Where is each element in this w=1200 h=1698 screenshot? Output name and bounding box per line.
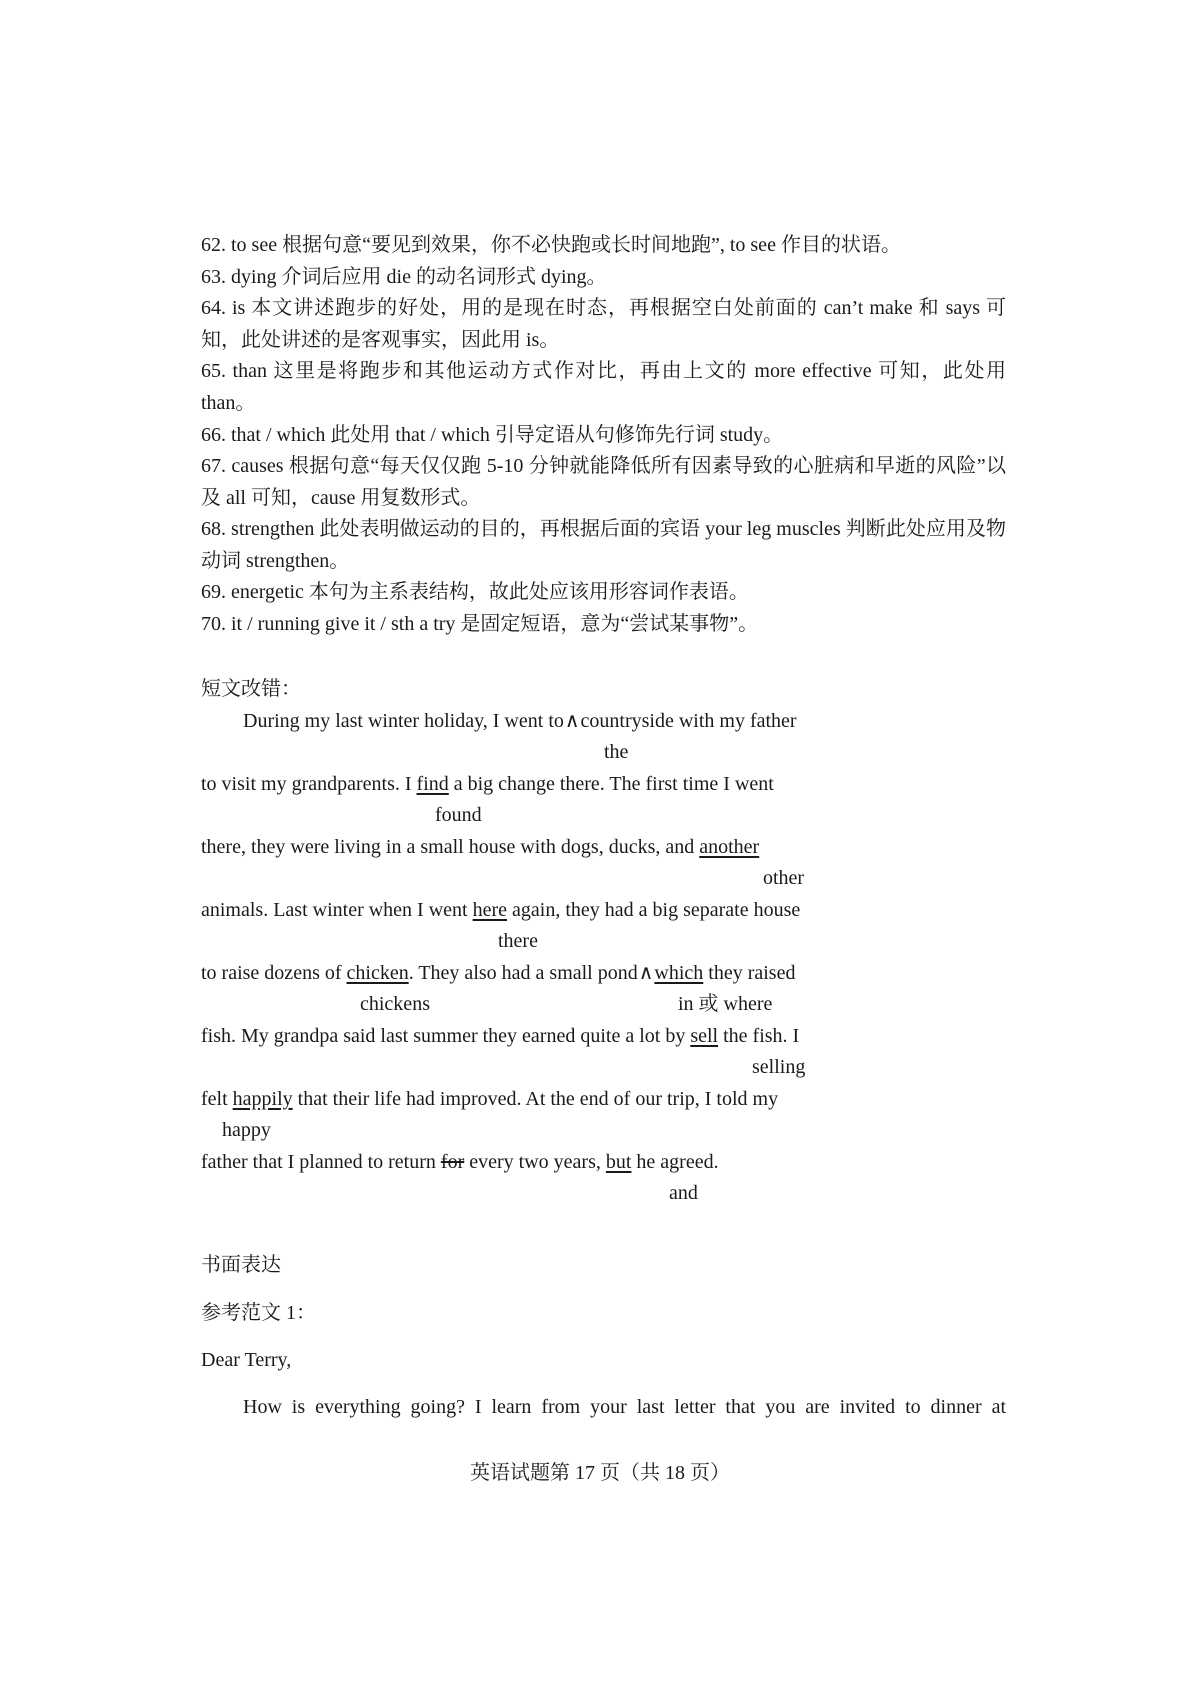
error-word: sell: [690, 1025, 719, 1047]
insert-caret: ∧: [638, 962, 654, 984]
answer-70: 70. it / running give it / sth a try 是固定短语，意为“尝试某事物”。: [201, 613, 759, 635]
correction-heading: 短文改错：: [201, 678, 301, 700]
correction-line-1: During my last winter holiday, I went to∧countryside with my father: [243, 706, 797, 737]
sample-label: 参考范文 1：: [201, 1302, 316, 1324]
error-word: happily: [232, 1088, 293, 1110]
correction-fix-4: there: [498, 930, 538, 952]
error-word: which: [654, 962, 704, 984]
insert-caret: ∧: [564, 710, 580, 732]
answer-66: 66. that / which 此处用 that / which 引导定语从句修饰先行词 study。: [201, 424, 784, 446]
answer-68: 68. strengthen 此处表明做运动的目的，再根据后面的宾语 your leg muscles 判断此处应用及物动词 strengthen。: [201, 518, 1006, 572]
deleted-word: for: [440, 1151, 465, 1173]
correction-line-2: to visit my grandparents. I find a big change there. The first time I went: [201, 773, 774, 795]
correction-line-5: to raise dozens of chicken. They also had a small pond∧which they raised: [201, 958, 795, 989]
correction-fix-7: happy: [222, 1119, 271, 1141]
writing-heading: 书面表达: [201, 1254, 281, 1276]
answer-65: 65. than 这里是将跑步和其他运动方式作对比，再由上文的 more effective 可知，此处用 than。: [201, 360, 1006, 414]
correction-fix-2: found: [435, 804, 482, 826]
correction-line-6: fish. My grandpa said last summer they earned quite a lot by sell the fish. I: [201, 1025, 800, 1047]
answer-67: 67. causes 根据句意“每天仅仅跑 5-10 分钟就能降低所有因素导致的心脏病和早逝的风险”以及 all 可知，cause 用复数形式。: [201, 455, 1006, 509]
correction-fix-3: other: [763, 867, 805, 889]
correction-fix-5b: in 或 where: [678, 993, 773, 1015]
answer-69: 69. energetic 本句为主系表结构，故此处应该用形容词作表语。: [201, 581, 749, 603]
correction-line-4: animals. Last winter when I went here again, they had a big separate house: [201, 899, 801, 921]
correction-line-7: felt happily that their life had improved. At the end of our trip, I told my: [201, 1088, 779, 1110]
page-footer: 英语试题第 17 页（共 18 页）: [470, 1462, 730, 1484]
letter-paragraph: How is everything going? I learn from your last letter that you are invited to dinner at: [243, 1396, 1006, 1418]
correction-fix-5a: chickens: [360, 993, 430, 1015]
correction-line-8: father that I planned to return for every two years, but he agreed.: [201, 1151, 719, 1173]
error-word: chicken: [346, 962, 409, 984]
correction-fix-8: and: [669, 1182, 698, 1204]
error-word: find: [416, 773, 449, 795]
error-word: another: [699, 836, 760, 858]
answer-62: 62. to see 根据句意“要见到效果，你不必快跑或长时间地跑”, to see 作目的状语。: [201, 234, 901, 256]
answer-63: 63. dying 介词后应用 die 的动名词形式 dying。: [201, 266, 607, 288]
answer-64: 64. is 本文讲述跑步的好处，用的是现在时态，再根据空白处前面的 can’t make 和 says 可知，此处讲述的是客观事实，因此用 is。: [201, 297, 1006, 351]
correction-fix-1: the: [604, 741, 629, 763]
correction-line-3: there, they were living in a small house with dogs, ducks, and another: [201, 836, 760, 858]
correction-fix-6: selling: [752, 1056, 806, 1078]
error-word: here: [472, 899, 508, 921]
letter-greeting: Dear Terry,: [201, 1349, 292, 1371]
error-word: but: [605, 1151, 632, 1173]
